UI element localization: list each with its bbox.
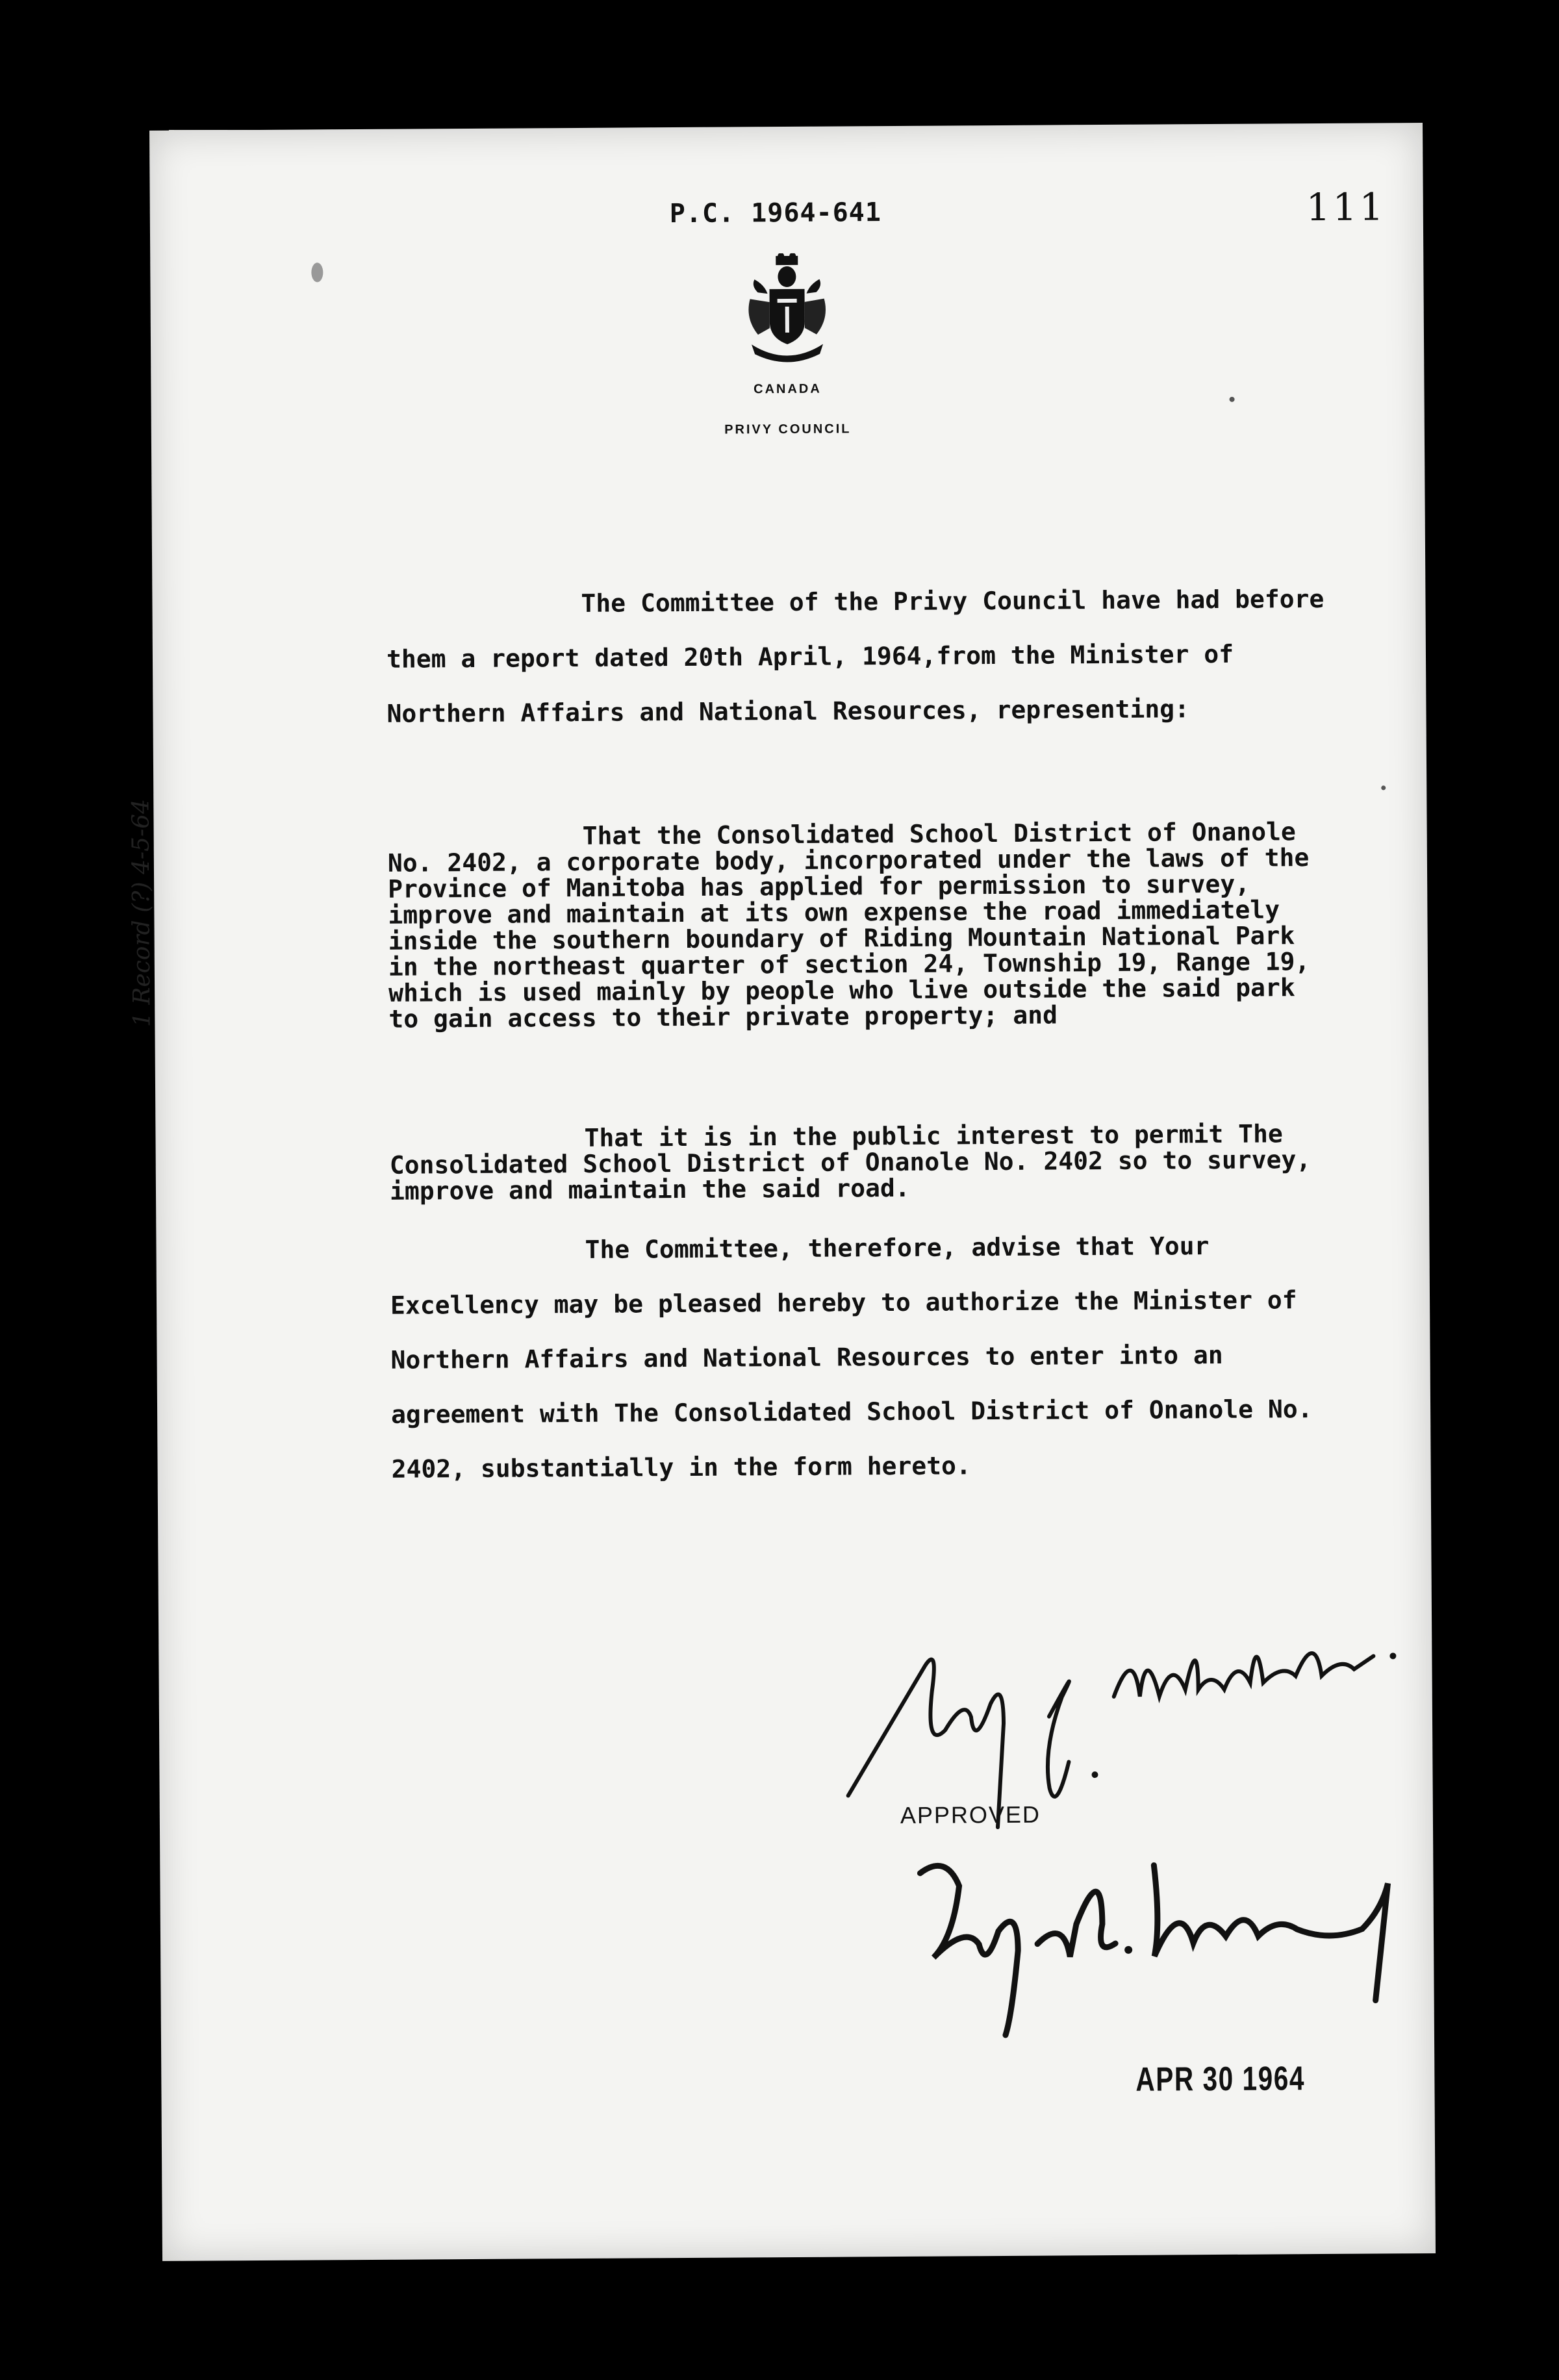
handwritten-margin-note: 1 Record (?) 4-5-64	[127, 798, 156, 1028]
coat-of-arms-icon	[738, 253, 836, 364]
paper-blemish	[311, 262, 323, 282]
folio-number: 111	[1306, 184, 1386, 230]
crest-caption-canada: CANADA	[754, 381, 822, 397]
crest-caption-privy-council: PRIVY COUNCIL	[724, 422, 852, 437]
order-number: P.C. 1964-641	[669, 197, 882, 229]
paragraph-application: That the Consolidated School District of Onanole No. 2402, a corporate body, incorporated under the laws of the Province of Manitoba has applied for permission to survey, improve and maintain at its own expense the road immediately inside the southern boundary of Riding Mountain National Park in the northeast quarter of section 24, Township 19, Range 19, which is used mainly by people who live outside the said park to gain access to their private property; and	[387, 817, 1310, 1033]
paragraph-advice: The Committee, therefore, advise that Your Excellency may be pleased hereby to authorize the Minister of Northern Affairs and National Resources to enter into an agreement with The Consolidated School District of Onanole No. 2402, substantially in the form hereto.	[390, 1232, 1313, 1484]
document-page	[127, 123, 1436, 2261]
approval-date-stamp: APR 30 1964	[1135, 2060, 1306, 2099]
approved-label: APPROVED	[900, 1801, 1041, 1829]
paragraph-public-interest: That it is in the public interest to permit The Consolidated School District of Onanole No. 2402 so to survey, improve and maintain the said road.	[389, 1119, 1312, 1206]
signature-governor-general	[907, 1844, 1441, 2042]
paper-speck	[1230, 397, 1235, 402]
paragraph-intro: The Committee of the Privy Council have had before them a report dated 20th April, 1964,from the Minister of Northern Affairs and National Resources, representing:	[386, 584, 1325, 728]
paper-speck	[1381, 785, 1386, 790]
